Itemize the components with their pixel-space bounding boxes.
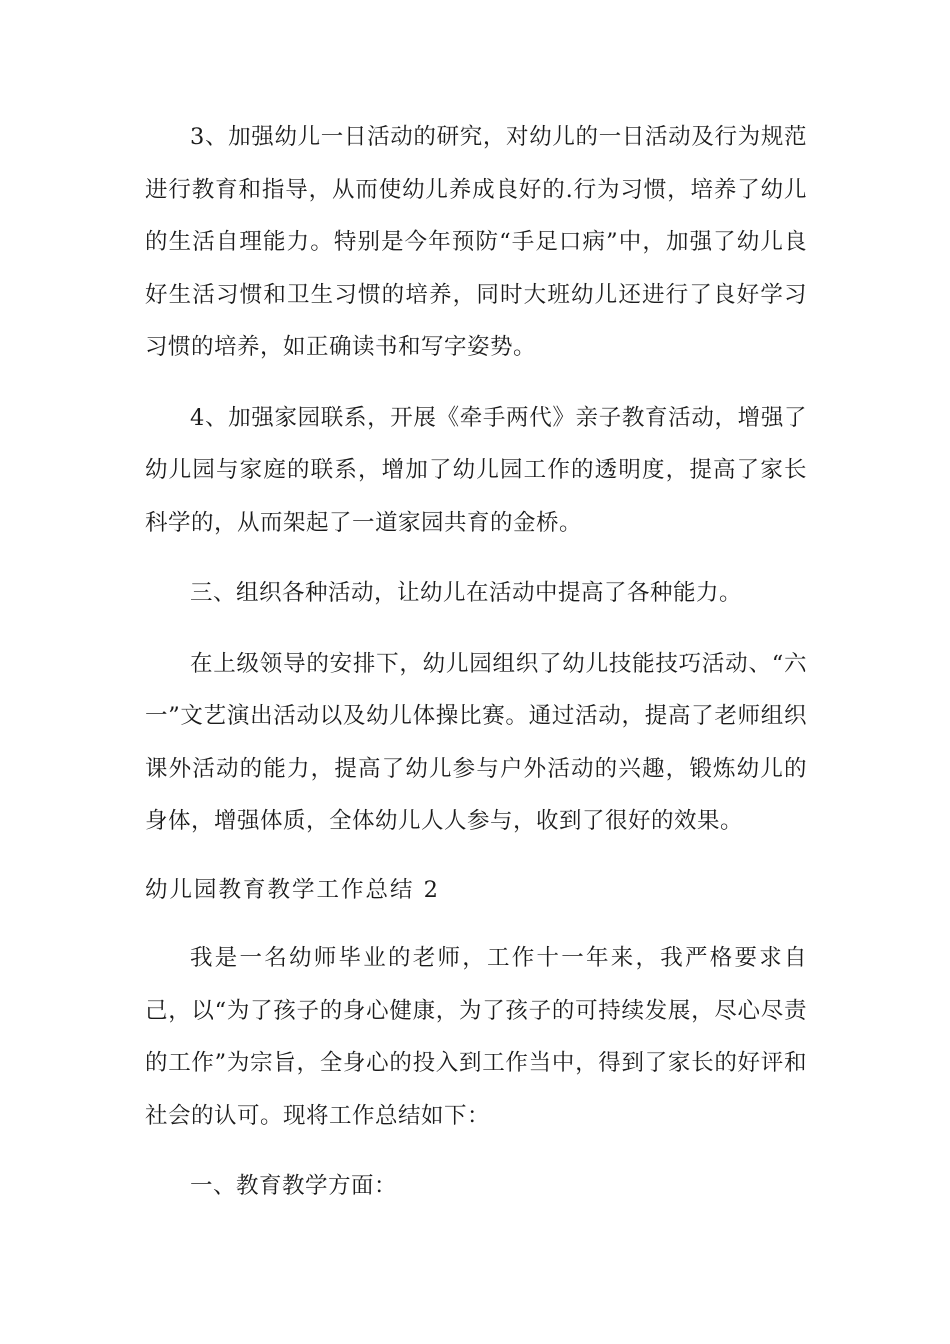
paragraph-home-school-link: 4、加强家园联系，开展《牵手两代》亲子教育活动，增强了幼儿园与家庭的联系，增加了幼儿园工作的透明度，提高了家长科学的，从而架起了一道家园共育的金桥。: [145, 404, 807, 536]
paragraph-introduction: 我是一名幼师毕业的老师，工作十一年来，我严格要求自己，以“为了孩子的身心健康，为了孩子的可持续发展，尽心尽责的工作”为宗旨，全身心的投入到工作当中，得到了家长的好评和社会的认可。现将工作总结如下：: [145, 945, 807, 1129]
document-body: [145, 111, 807, 1213]
paragraph-teaching-heading: 一、教育教学方面：: [190, 1173, 398, 1199]
paragraph-activities: 在上级领导的安排下，幼儿园组织了幼儿技能技巧活动、“六一”文艺演出活动以及幼儿体操比赛。通过活动，提高了老师组织课外活动的能力，提高了幼儿参与户外活动的兴趣，锻炼幼儿的身体，增强体质，全体幼儿人人参与，收到了很好的效果。: [145, 650, 807, 834]
paragraph-daily-activities: 3、加强幼儿一日活动的研究，对幼儿的一日活动及行为规范进行教育和指导，从而使幼儿养成良好的.行为习惯，培养了幼儿的生活自理能力。特别是今年预防“手足口病”中，加强了幼儿良好生活习惯和卫生习惯的培养，同时大班幼儿还进行了良好学习习惯的培养，如正确读书和写字姿势。: [145, 124, 807, 360]
paragraph-section-three: 三、组织各种活动，让幼儿在活动中提高了各种能力。: [190, 580, 743, 606]
section-heading: 幼儿园教育教学工作总结 2: [145, 876, 440, 903]
